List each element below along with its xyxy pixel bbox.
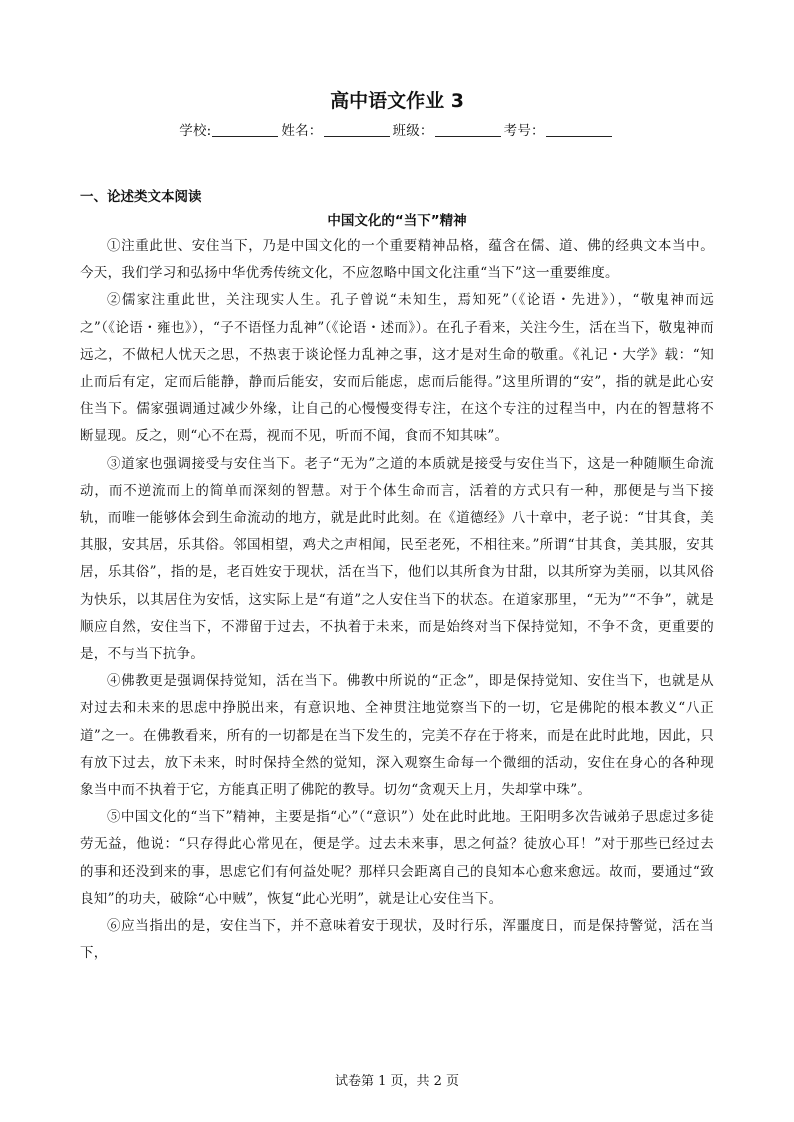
article-title: 中国文化的“当下”精神: [327, 213, 467, 229]
class-blank: [435, 124, 501, 137]
paragraph-1: ①注重此世、安住当下，乃是中国文化的一个重要精神品格，蕴含在儒、道、佛的经典文本当中。今天，我们学习和弘扬中华优秀传统文化，不应忽略中国文化注重“当下”这一重要维度。: [80, 238, 714, 282]
number-label: 考号：: [503, 123, 545, 139]
name-blank: [324, 124, 390, 137]
class-label: 班级：: [392, 123, 434, 139]
page-footer: 试卷第 1 页，共 2 页: [334, 1074, 460, 1089]
name-label: 姓名：: [281, 123, 323, 139]
paragraph-2: ②儒家注重此世，关注现实人生。孔子曾说“未知生，焉知死”（《论语・先进》），“敬鬼神而远之”（《论语・雍也》），“子不语怪力乱神”（《论语・述而》）。在孔子看来，关注今生，活在当下，敬鬼神而远之，不做杞人忧天之思，不热衷于谈论怪力乱神之事，这才是对生命的敬重。《礼记・大学》载：“知止而后有定，定而后能静，静而后能安，安而后能虑，虑而后能得。”这里所谓的“安”，指的就是此心安住当下。儒家强调通过减少外缘，让自己的心慢慢变得专注，在这个专注的过程当中，内在的智慧将不断显现。反之，则“心不在焉，视而不见，听而不闻，食而不知其味”。: [80, 292, 714, 445]
paragraph-5: ⑤中国文化的“当下”精神，主要是指“心”（“意识”）处在此时此地。王阳明多次告诫弟子思虑过多徒劳无益，他说：“只存得此心常见在，便是学。过去未来事，思之何益？徒放心耳！”对于那些已经过去的事和还没到来的事，思虑它们有何益处呢？那样只会距离自己的良知本心愈来愈远。故而，要通过“致良知”的功夫，破除“心中贼”，恢复“此心光明”，就是让心安住当下。: [80, 809, 714, 907]
page-title: 高中语文作业 3: [330, 90, 464, 112]
school-blank: [212, 124, 278, 137]
article-body: [80, 233, 714, 967]
paragraph-6: ⑥应当指出的是，安住当下，并不意味着安于现状，及时行乐，浑噩度日，而是保持警觉，活在当下，: [80, 918, 714, 962]
section-heading: 一、论述类文本阅读: [80, 189, 202, 205]
school-label: 学校:: [179, 123, 212, 139]
paragraph-3: ③道家也强调接受与安住当下。老子“无为”之道的本质就是接受与安住当下，这是一种随顺生命流动，而不逆流而上的简单而深刻的智慧。对于个体生命而言，活着的方式只有一种，那便是与当下接轨，而唯一能够体会到生命流动的地方，就是此时此刻。在《道德经》八十章中，老子说：“甘其食，美其服，安其居，乐其俗。邻国相望，鸡犬之声相闻，民至老死，不相往来。”所谓“甘其食，美其服，安其居，乐其俗”，指的是，老百姓安于现状，活在当下，他们以其所食为甘甜，以其所穿为美丽，以其风俗为快乐，以其居住为安恬，这实际上是“有道”之人安住当下的状态。在道家那里，“无为”“不争”，就是顺应自然，安住当下，不滞留于过去，不执着于未来，而是始终对当下保持觉知，不争不贪，更重要的是，不与当下抗争。: [80, 455, 714, 663]
student-info-line: [0, 119, 794, 139]
paragraph-4: ④佛教更是强调保持觉知，活在当下。佛教中所说的“正念”，即是保持觉知、安住当下，也就是从对过去和未来的思虑中挣脱出来，有意识地、全神贯注地觉察当下的一切，它是佛陀的根本教义“八正道”之一。在佛教看来，所有的一切都是在当下发生的，完美不存在于将来，而是在此时此地，因此，只有放下过去，放下未来，时时保持全然的觉知，深入观察生命每一个微细的活动，安住在身心的各种现象当中而不执着于它，方能真正明了佛陀的教导。切勿“贪观天上月，失却掌中珠”。: [80, 673, 714, 799]
number-blank: [546, 124, 612, 137]
